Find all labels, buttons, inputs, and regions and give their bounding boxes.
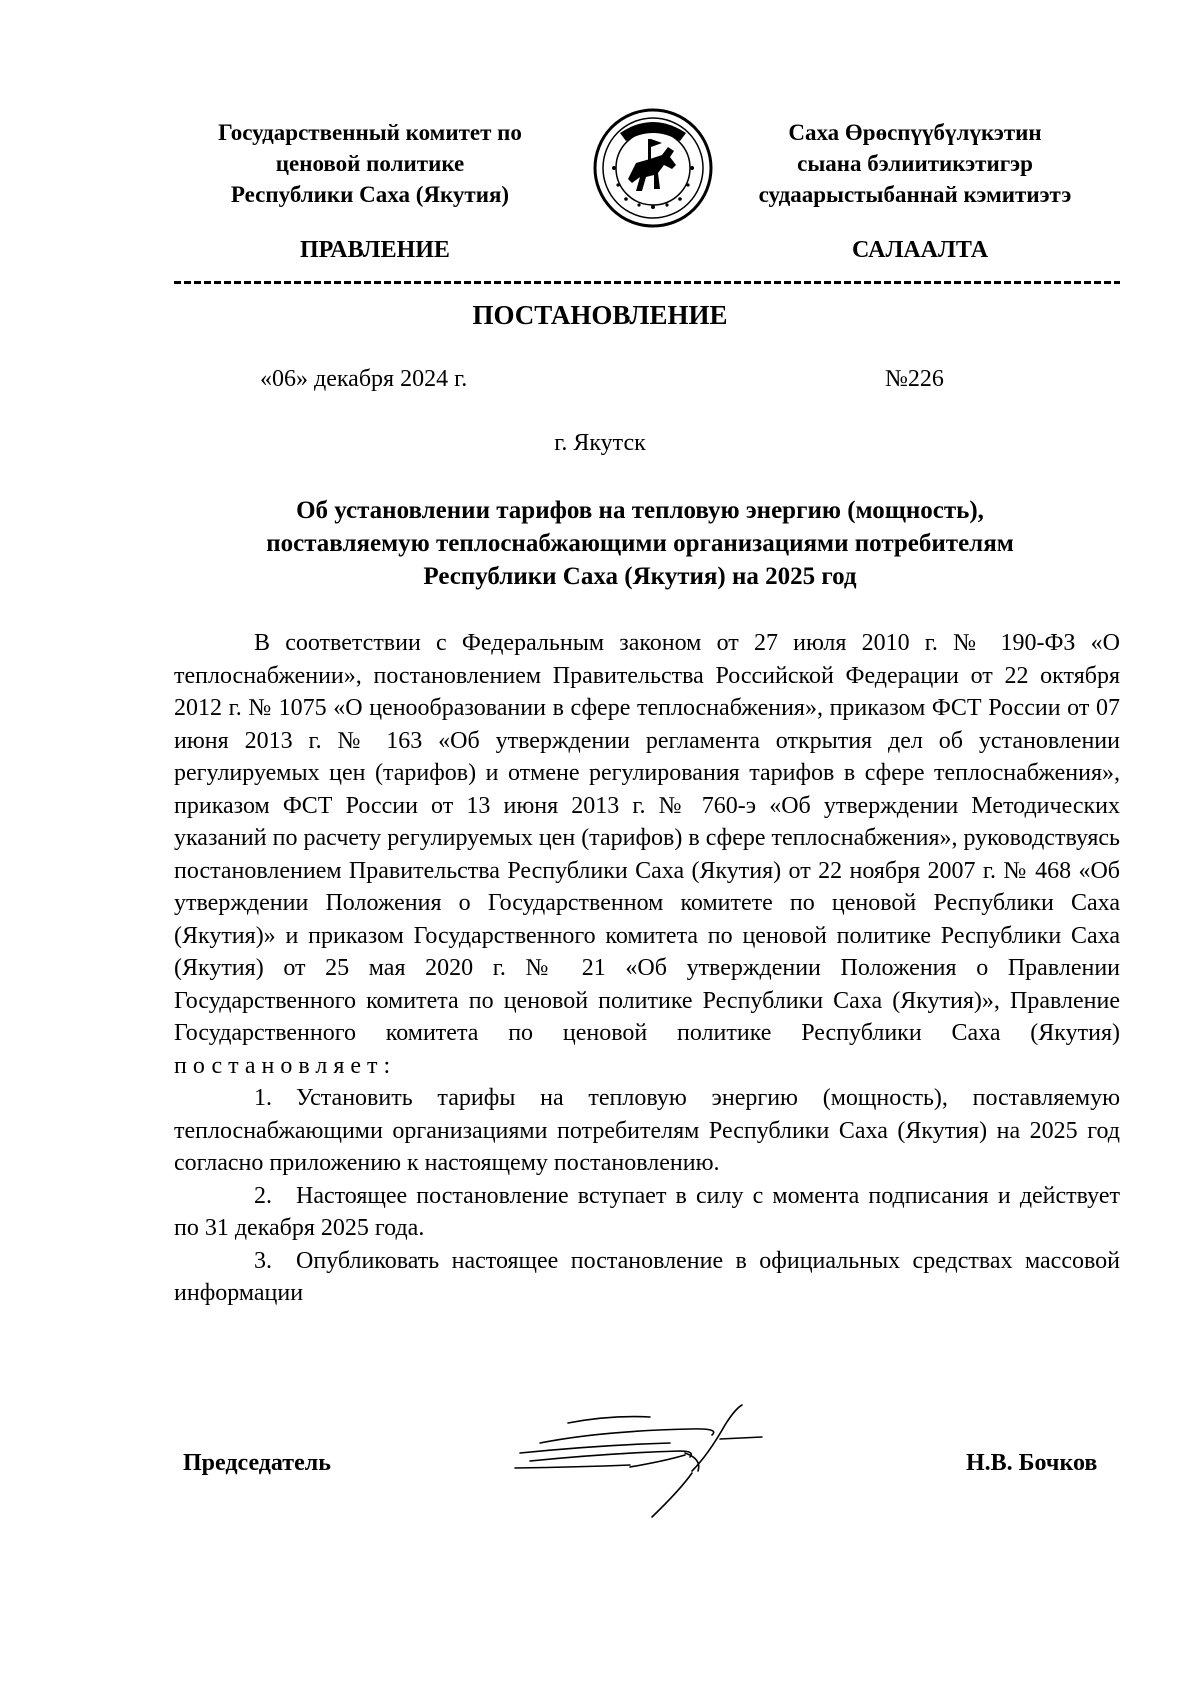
handwritten-signature	[480, 1395, 780, 1520]
board-title-sah: САЛААЛТА	[852, 237, 989, 263]
header-right-line: сыана бэлиитикэтигэр	[797, 151, 1033, 176]
dashed-divider	[174, 281, 1120, 284]
preamble-text: В соответствии с Федеральным законом от 27 июля 2010 г. № 190-ФЗ «О теплоснабжении», постановлением Правительства Российской Федерации от 22 октября 2012 г. № 1075 «О ценообразовании в сфере теплоснабжения», приказом ФСТ России от 07 июня 2013 г. № 163 «Об утверждении регламента открытия дел об установлении регулируемых цен (тарифов) и отмене регулирования тарифов в сфере теплоснабжения», приказом ФСТ России от 13 июня 2013 г. № 760-э «Об утверждении Методических указаний по расчету регулируемых цен (тарифов) в сфере теплоснабжения», руководствуясь постановлением Правительства Республики Саха (Якутия) от 22 ноября 2007 г. № 468 «Об утверждении Положения о Государственном комитете по ценовой Республики Саха (Якутия)» и приказом Государственного комитета по ценовой политике Республики Саха (Якутия) от 25 мая 2020 г. № 21 «Об утверждении Положения о Правлении Государственного комитета по ценовой политике Республики Саха (Якутия)», Правление Государственного комитета по ценовой политике Республики Саха (Якутия)	[174, 630, 1120, 1046]
document-number: №226	[885, 366, 944, 392]
header-left-line: Государственный комитет по	[218, 120, 522, 145]
document-title: ПОСТАНОВЛЕНИЕ	[472, 300, 728, 330]
subject-line: Республики Саха (Якутия) на 2025 год	[423, 563, 857, 590]
header-left	[170, 117, 570, 210]
header-right-line: судаарыстыбаннай кэмитиэтэ	[758, 182, 1072, 207]
document-subject	[170, 494, 1110, 593]
item-paragraph: 2. Настоящее постановление вступает в силу с момента подписания и действует по 31 декабря 2025 года.	[174, 1182, 1120, 1241]
header-right	[715, 117, 1115, 210]
header-left-line: ценовой политике	[275, 151, 465, 176]
header-right-line: Саха Өрөспүүбүлүкэтин	[788, 120, 1042, 145]
signatory-position: Председатель	[183, 1450, 331, 1476]
item-paragraph: 3. Опубликовать настоящее постановление в официальных средствах массовой информации	[174, 1247, 1120, 1306]
document-body	[174, 627, 1120, 1310]
document-city: г. Якутск	[554, 430, 646, 456]
coat-of-arms-emblem	[592, 107, 714, 229]
board-title-ru: ПРАВЛЕНИЕ	[300, 237, 450, 263]
document-date: «06» декабря 2024 г.	[260, 366, 468, 392]
subject-line: поставляемую теплоснабжающими организациями потребителям	[266, 530, 1014, 557]
item-paragraph: 1. Установить тарифы на тепловую энергию (мощность), поставляемую теплоснабжающими организациями потребителям Республики Саха (Якутия) на 2025 год согласно приложению к настоящему постановлению.	[174, 1085, 1120, 1176]
signatory-name: Н.В. Бочков	[966, 1450, 1098, 1476]
subject-line: Об установлении тарифов на тепловую энергию (мощность),	[296, 497, 984, 524]
resolves-word: постановляет:	[174, 1052, 397, 1079]
header-left-line: Республики Саха (Якутия)	[230, 182, 510, 207]
preamble-paragraph	[174, 627, 1120, 1082]
